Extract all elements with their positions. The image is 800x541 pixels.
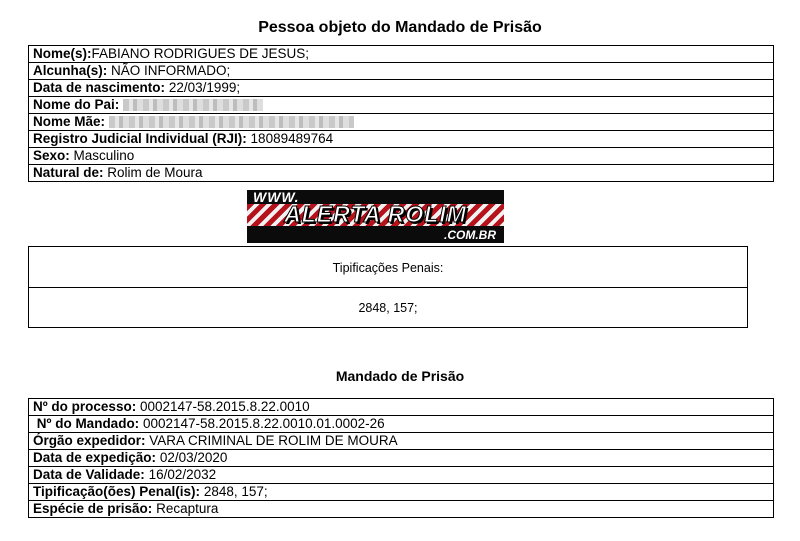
field-value: 22/03/1999; — [168, 80, 241, 95]
alias-cell — [29, 63, 774, 80]
field-label: Alcunha(s): — [33, 63, 108, 78]
father-name-cell — [29, 97, 774, 114]
birthdate-cell — [29, 80, 774, 97]
redacted-father-name — [123, 99, 263, 111]
issuing-body-cell — [29, 433, 774, 450]
field-label: Data de expedição: — [33, 450, 157, 465]
rji-cell — [29, 131, 774, 148]
field-label: Sexo: — [33, 148, 70, 163]
field-label: Nome(s): — [33, 46, 92, 61]
table-row — [29, 114, 774, 131]
field-value: VARA CRIMINAL DE ROLIM DE MOURA — [149, 433, 398, 448]
table-row — [29, 484, 774, 501]
field-value: 2848, 157; — [203, 484, 268, 499]
alerta-rolim-watermark-logo — [247, 190, 504, 243]
field-value: 18089489764 — [250, 131, 334, 146]
table-row — [29, 433, 774, 450]
field-value: 0002147-58.2015.8.22.0010 — [139, 399, 310, 414]
table-row — [29, 148, 774, 165]
field-value: FABIANO RODRIGUES DE JESUS; — [91, 46, 310, 61]
field-label: Data de Validade: — [33, 467, 145, 482]
typifications-value: 2848, 157; — [358, 301, 418, 315]
table-row — [29, 416, 774, 433]
table-row — [29, 131, 774, 148]
table-row — [29, 80, 774, 97]
issue-date-cell — [29, 450, 774, 467]
field-value: Recaptura — [156, 501, 219, 516]
sex-cell — [29, 148, 774, 165]
table-row — [29, 63, 774, 80]
table-row — [29, 467, 774, 484]
person-info-table — [28, 45, 774, 182]
logo-main-text: ALERTA ROLIM — [284, 201, 467, 227]
logo-domain: .COM.BR — [444, 228, 496, 242]
table-row — [29, 97, 774, 114]
penal-typification-cell — [29, 484, 774, 501]
validity-date-cell — [29, 467, 774, 484]
warrant-info-table — [28, 398, 774, 518]
field-label: Espécie de prisão: — [33, 501, 153, 516]
field-label: Natural de: — [33, 165, 104, 180]
table-row — [29, 450, 774, 467]
birthplace-cell — [29, 165, 774, 182]
logo-www: WWW. — [253, 190, 300, 205]
penal-typifications-box — [28, 246, 748, 328]
table-row — [29, 46, 774, 63]
field-value: Masculino — [73, 148, 135, 163]
warrant-section-title: Mandado de Prisão — [335, 368, 465, 384]
field-label: Órgão expedidor: — [33, 433, 146, 448]
table-row — [29, 165, 774, 182]
name-cell — [29, 46, 774, 63]
process-number-cell — [29, 399, 774, 416]
field-value: 16/02/2032 — [148, 467, 217, 482]
warrant-number-cell — [29, 416, 774, 433]
field-label: Nome do Pai: — [33, 97, 120, 112]
field-label: Data de nascimento: — [33, 80, 166, 95]
field-label: Nº do Mandado: — [36, 416, 140, 431]
mother-name-cell — [29, 114, 774, 131]
field-value: 0002147-58.2015.8.22.0010.01.0002-26 — [142, 416, 385, 431]
field-value: NÃO INFORMADO; — [111, 63, 231, 78]
field-value: Rolim de Moura — [107, 165, 203, 180]
field-label: Nome Mãe: — [33, 114, 106, 129]
typifications-label: Tipificações Penais: — [29, 247, 747, 288]
field-label: Tipificação(ões) Penal(is): — [33, 484, 201, 499]
table-row — [29, 501, 774, 518]
field-label: Nº do processo: — [33, 399, 137, 414]
table-row — [29, 399, 774, 416]
field-label: Registro Judicial Individual (RJI): — [33, 131, 247, 146]
redacted-mother-name — [109, 116, 354, 128]
arrest-type-cell — [29, 501, 774, 518]
field-value: 02/03/2020 — [159, 450, 228, 465]
person-section-title: Pessoa objeto do Mandado de Prisão — [258, 19, 542, 36]
